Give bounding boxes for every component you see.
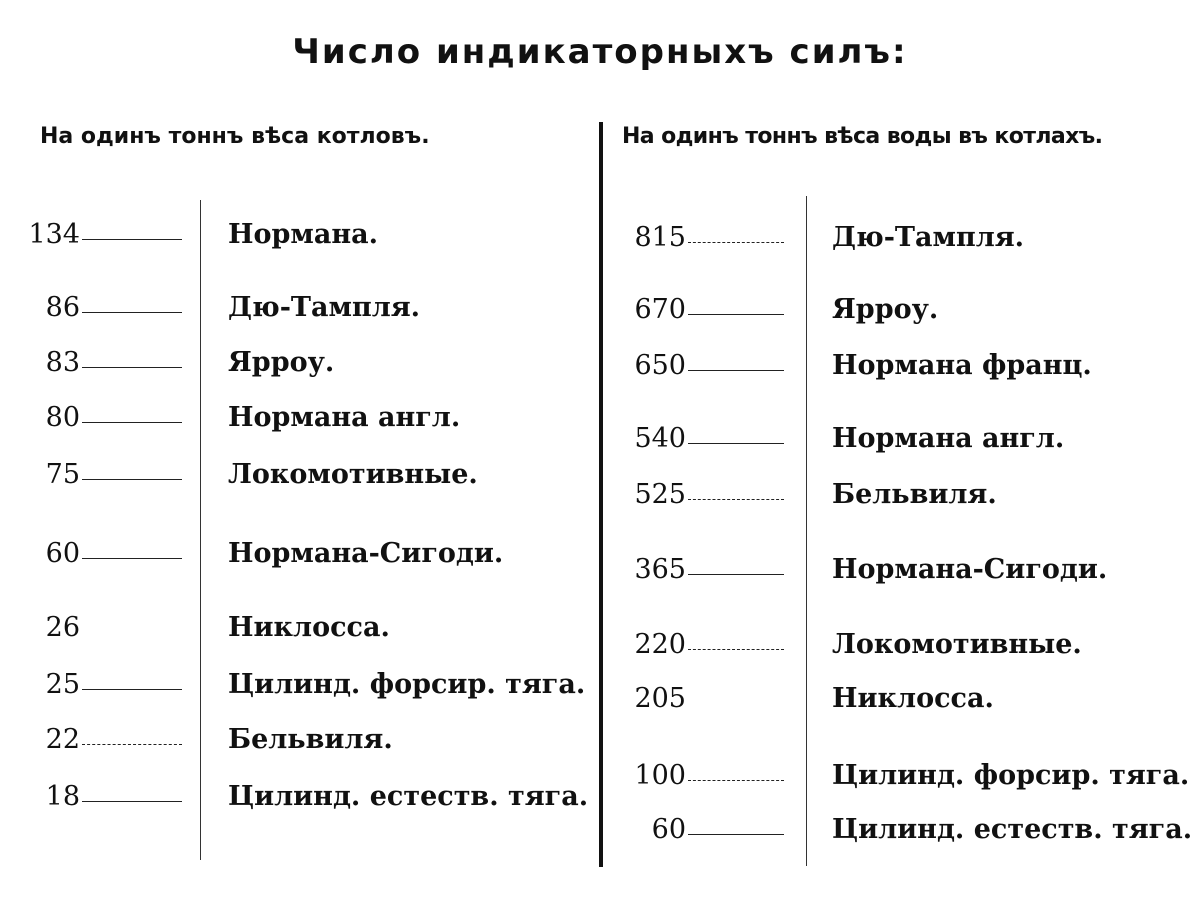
left-row-name: Нормана.: [228, 218, 379, 250]
right-row-name: Нормана франц.: [832, 349, 1092, 381]
left-row-name: Цилинд. форсир. тяга.: [228, 668, 586, 700]
right-row-name: Нормана-Сигоди.: [832, 553, 1108, 585]
left-row: [20, 454, 600, 494]
leader-line: [688, 574, 784, 575]
right-row-value: 540: [634, 422, 686, 454]
leader-line: [688, 780, 784, 781]
right-row: [620, 549, 1195, 589]
right-column-heading: На одинъ тоннъ вѣса воды въ котлахъ.: [622, 124, 1103, 149]
leader-line: [688, 703, 784, 704]
right-row: [620, 755, 1195, 795]
leader-line: [688, 370, 784, 371]
left-row-name: Нормана-Сигоди.: [228, 537, 504, 569]
left-row-value: 80: [45, 401, 80, 433]
leader-line: [82, 239, 182, 240]
leader-line: [688, 649, 784, 650]
left-row-name: Ярроу.: [228, 346, 335, 378]
right-row: [620, 624, 1195, 664]
left-row-value: 22: [45, 723, 80, 755]
left-row-value: 26: [45, 611, 80, 643]
right-row-value: 60: [651, 813, 686, 845]
right-row: [620, 345, 1195, 385]
right-row-name: Цилинд. форсир. тяга.: [832, 759, 1190, 791]
left-row: [20, 342, 600, 382]
left-row-name: Цилинд. естеств. тяга.: [228, 780, 589, 812]
right-row: [620, 217, 1195, 257]
leader-line: [82, 689, 182, 690]
left-row-name: Бельвиля.: [228, 723, 393, 755]
left-row: [20, 287, 600, 327]
left-row-name: Дю-Тампля.: [228, 291, 421, 323]
leader-line: [688, 834, 784, 835]
leader-line: [82, 744, 182, 745]
leader-line: [82, 558, 182, 559]
right-row-value: 100: [634, 759, 686, 791]
leader-line: [688, 499, 784, 500]
leader-line: [688, 443, 784, 444]
right-row-name: Нормана англ.: [832, 422, 1065, 454]
right-row-value: 670: [634, 293, 686, 325]
left-row-name: Никлосса.: [228, 611, 390, 643]
left-row: [20, 607, 600, 647]
leader-line: [688, 314, 784, 315]
left-row-value: 83: [45, 346, 80, 378]
right-row-value: 650: [634, 349, 686, 381]
right-row: [620, 809, 1195, 849]
leader-line: [82, 632, 182, 633]
left-row-value: 86: [45, 291, 80, 323]
right-row-value: 815: [634, 221, 686, 253]
left-row-value: 25: [45, 668, 80, 700]
right-row-value: 365: [634, 553, 686, 585]
left-row: [20, 214, 600, 254]
left-row-value: 60: [45, 537, 80, 569]
right-row: [620, 678, 1195, 718]
left-row-value: 75: [45, 458, 80, 490]
left-row: [20, 719, 600, 759]
page-title: Число индикаторныхъ силъ:: [292, 32, 908, 72]
left-row-name: Нормана англ.: [228, 401, 461, 433]
leader-line: [82, 479, 182, 480]
right-row-name: Цилинд. естеств. тяга.: [832, 813, 1193, 845]
right-row-value: 220: [634, 628, 686, 660]
leader-line: [82, 312, 182, 313]
leader-line: [82, 801, 182, 802]
right-row: [620, 289, 1195, 329]
left-row-value: 134: [28, 218, 80, 250]
right-row-value: 525: [634, 478, 686, 510]
right-row: [620, 418, 1195, 458]
right-row-name: Бельвиля.: [832, 478, 997, 510]
right-row-name: Никлосса.: [832, 682, 994, 714]
leader-line: [82, 367, 182, 368]
right-row-name: Ярроу.: [832, 293, 939, 325]
right-row-name: Дю-Тампля.: [832, 221, 1025, 253]
right-row-value: 205: [634, 682, 686, 714]
leader-line: [688, 242, 784, 243]
left-row: [20, 533, 600, 573]
left-column-heading: На одинъ тоннъ вѣса котловъ.: [40, 124, 430, 149]
left-row-value: 18: [45, 780, 80, 812]
left-row-name: Локомотивные.: [228, 458, 478, 490]
right-row: [620, 474, 1195, 514]
left-row: [20, 664, 600, 704]
right-row-name: Локомотивные.: [832, 628, 1082, 660]
leader-line: [82, 422, 182, 423]
left-row: [20, 397, 600, 437]
left-row: [20, 776, 600, 816]
